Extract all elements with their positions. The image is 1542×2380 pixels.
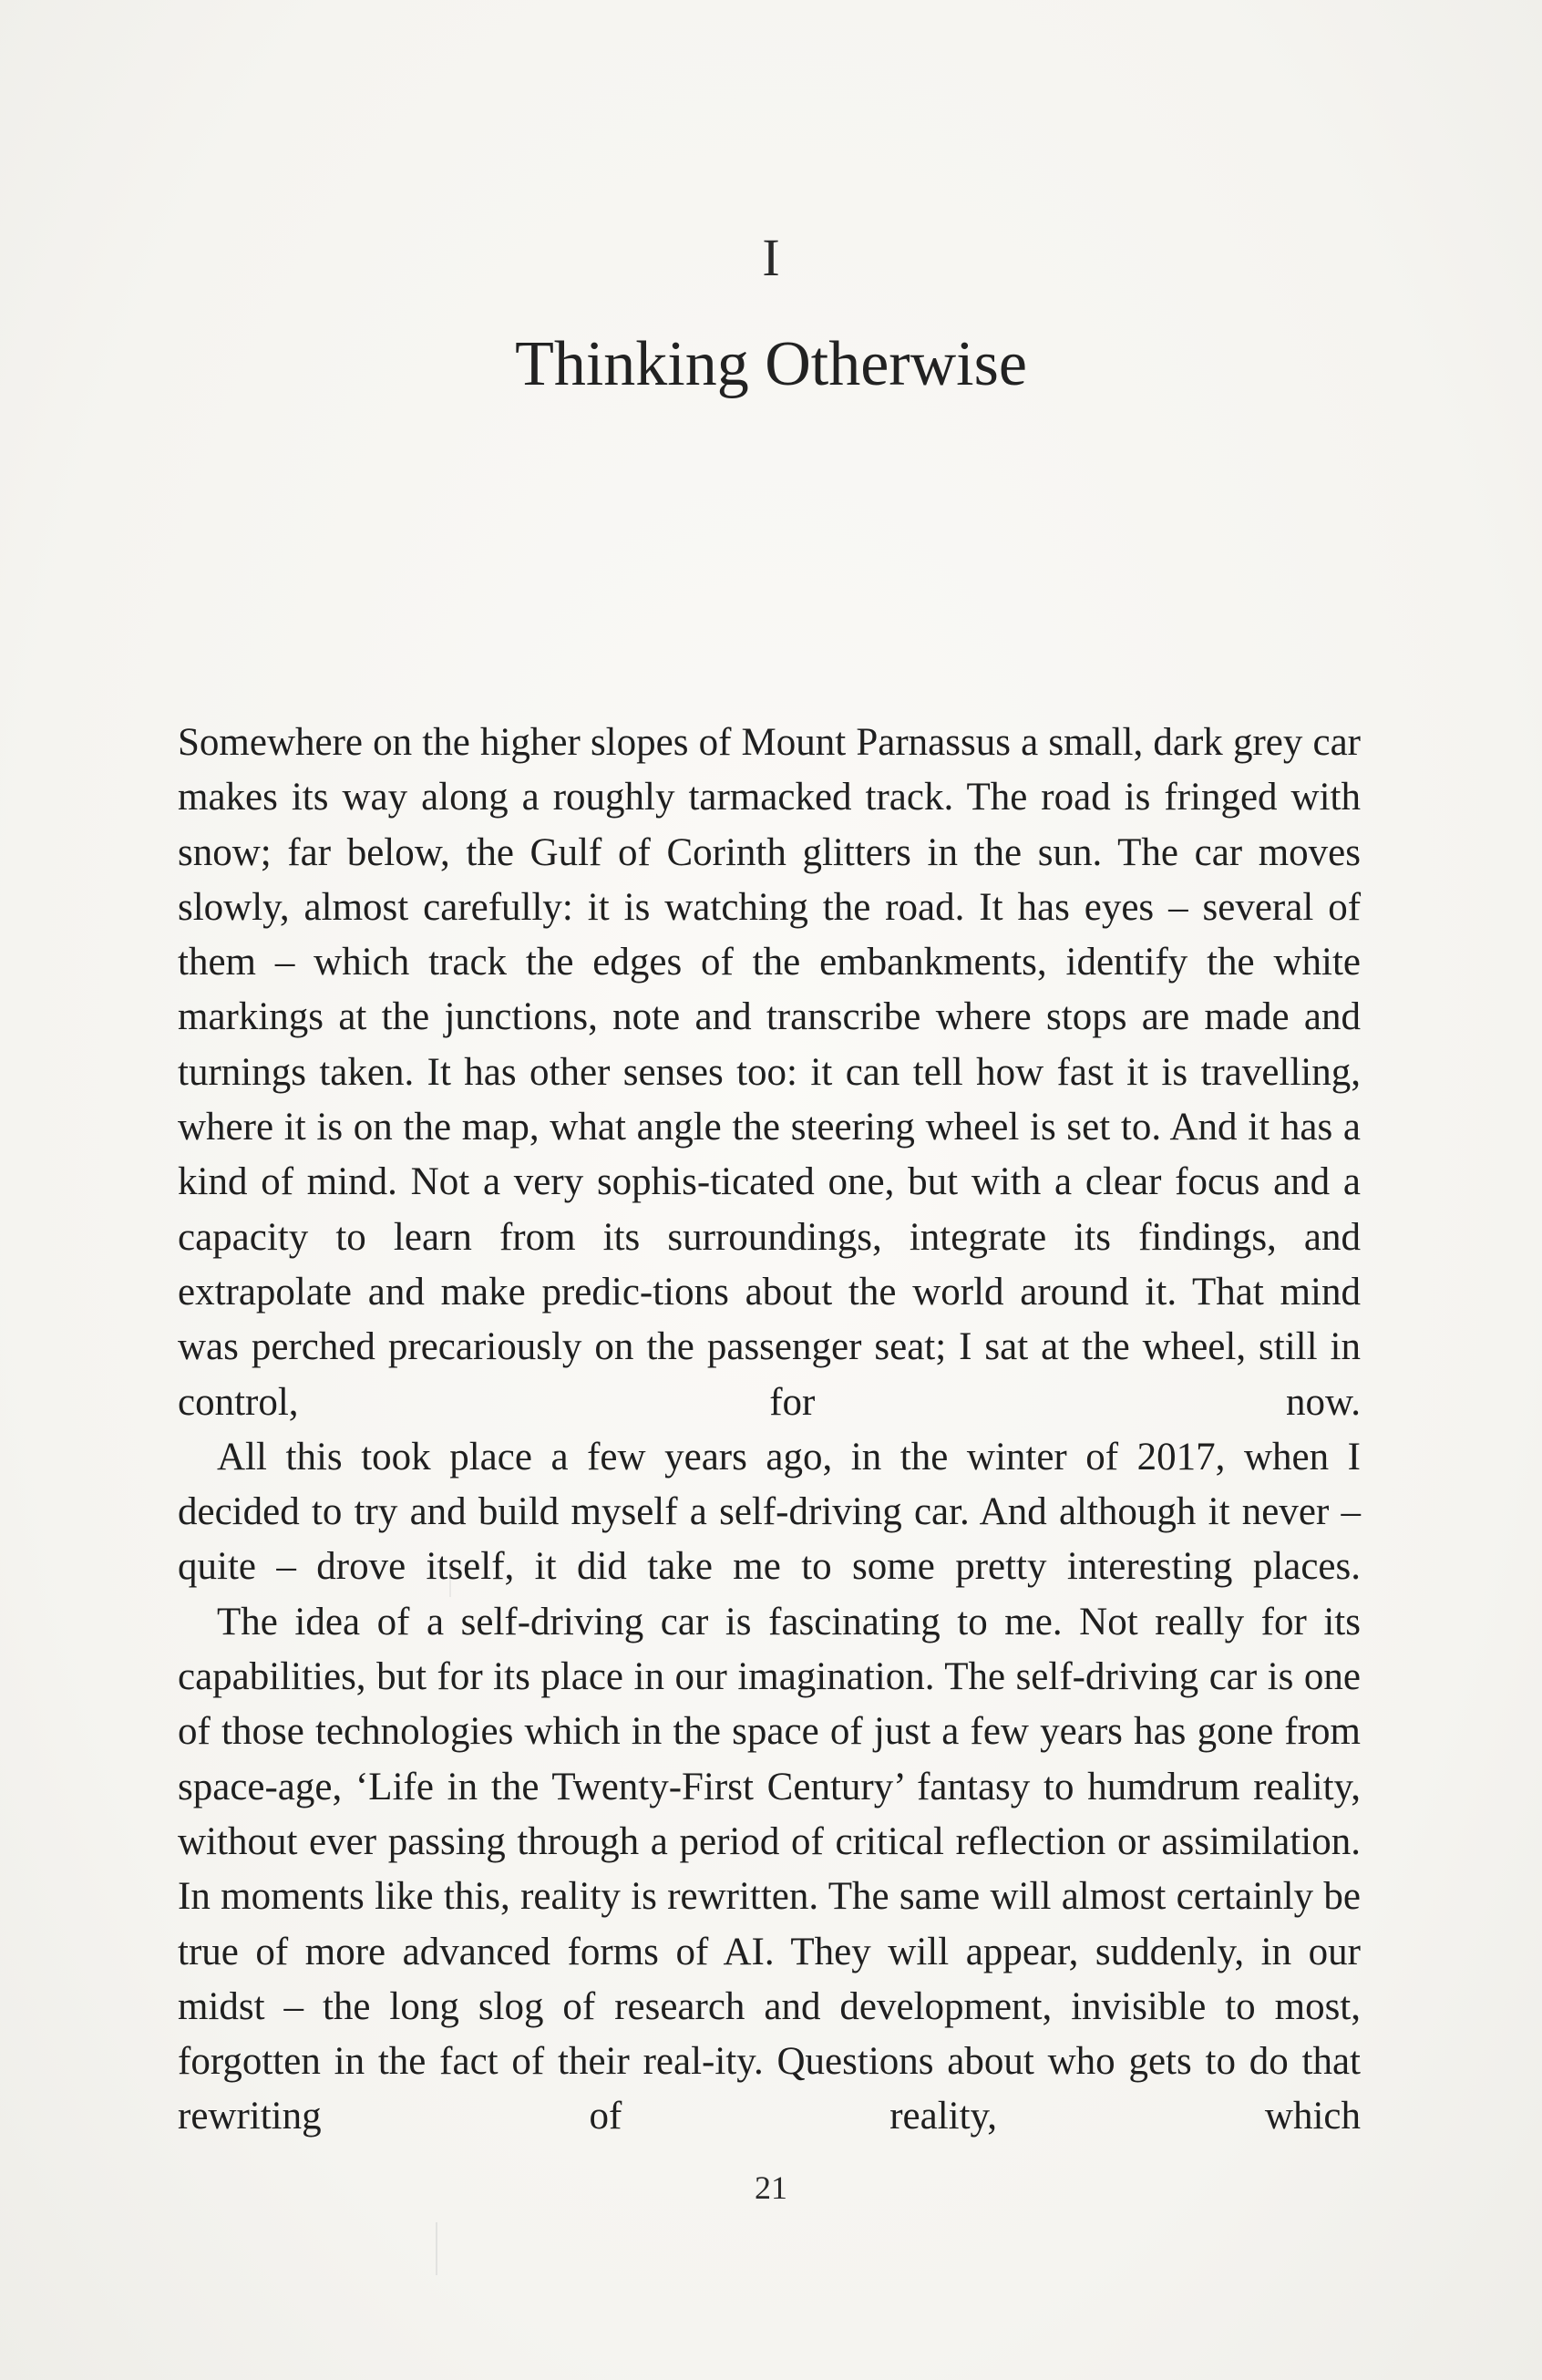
line: ticated one, but with a clear focus and a capacity to learn from its (178, 1160, 1361, 1259)
line: surroundings, integrate its findings, and extrapolate and make predic- (178, 1215, 1362, 1314)
chapter-title: Thinking Otherwise (515, 329, 1027, 399)
line: humdrum reality, without ever passing through a period of critical (178, 1765, 1361, 1863)
paragraph-3 (178, 1595, 1361, 2145)
scan-blemish (449, 1566, 451, 1597)
line: tions about the world around it. That mind was perched precariously (178, 1270, 1361, 1369)
line: The same will almost certainly be true of more advanced forms of AI. (178, 1875, 1361, 1973)
line: They will appear, suddenly, in our midst – the long slog of research (178, 1930, 1361, 2028)
line: gone from space-age, ‘Life in the Twenty-First Century’ fantasy to (178, 1710, 1361, 1808)
line: eyes – several of them – which track the edges of the embankments, (178, 885, 1362, 984)
line: reflection or assimilation. In moments like this, reality is rewritten. (178, 1819, 1362, 1919)
line: where stops are made and turnings taken. It has other senses too: it (178, 995, 1361, 1094)
line: identify the white markings at the junctions, note and transcribe (178, 941, 1362, 1039)
paragraph-1 (178, 716, 1361, 1430)
paragraph-2 (178, 1430, 1361, 1595)
line: All this took place a few years ago, in the winter of 2017, when I (217, 1435, 1361, 1478)
line: The idea of a self-driving car is fascinating to me. Not really for its (217, 1600, 1361, 1643)
line: steering wheel is set to. And it has a kind of mind. Not a very sophis- (178, 1106, 1361, 1204)
line: decided to try and build myself a self-driving car. And although it (178, 1490, 1230, 1534)
scan-blemish (436, 2222, 437, 2275)
line: The car moves slowly, almost carefully: it is watching the road. It has (178, 830, 1361, 929)
line: grey car makes its way along a roughly tarmacked track. The road is (178, 721, 1362, 819)
line: and development, invisible to most, forgotten in the fact of their real- (178, 1984, 1361, 2084)
line: Somewhere on the higher slopes of Mount Parnassus a small, dark (178, 721, 1223, 764)
chapter-number: I (762, 228, 780, 287)
line: can tell how fast it is travelling, where it is on the map, what angle the (178, 1050, 1361, 1149)
line: places. (1252, 1545, 1361, 1589)
line: on the passenger seat; I sat at the wheel, still in control, for now. (178, 1325, 1361, 1424)
page-number: 21 (755, 2169, 787, 2206)
body-text (178, 716, 1361, 2145)
line: is one of those technologies which in the space of just a few years has (178, 1655, 1361, 1754)
line: never – quite – drove itself, it did take me to some pretty interesting (178, 1490, 1361, 1589)
line: ity. Questions about who gets to do that rewriting of reality, which (178, 2040, 1361, 2138)
line: capabilities, but for its place in our imagination. The self-driving car (178, 1655, 1258, 1699)
line: fringed with snow; far below, the Gulf of Corinth glitters in the sun. (178, 776, 1362, 874)
